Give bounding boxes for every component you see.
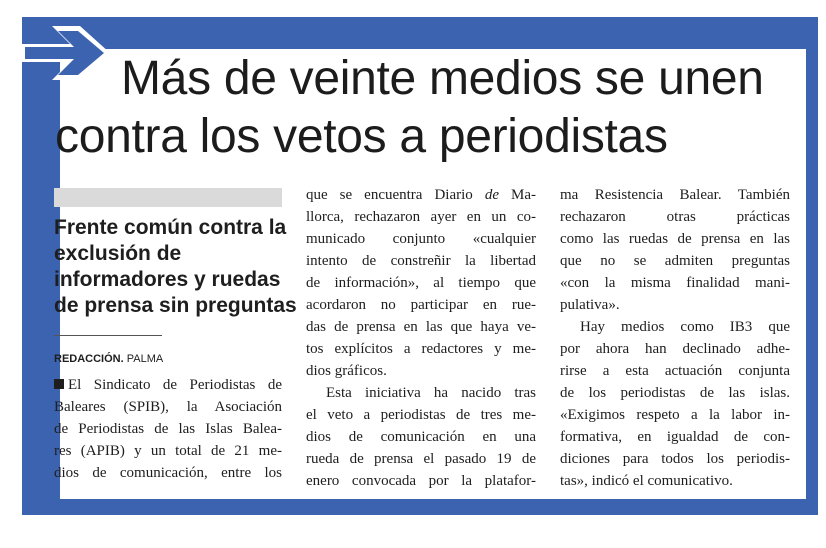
- byline-author: REDACCIÓN.: [54, 353, 124, 365]
- headline: [55, 50, 795, 166]
- byline-location: PALMA: [126, 353, 164, 365]
- text-line: dios de comunicación, entre los: [54, 465, 282, 481]
- text-line: rechazaron otras prácticas: [560, 209, 790, 225]
- byline: [54, 353, 163, 365]
- subheadline-line: exclusión de: [54, 242, 182, 265]
- square-bullet-icon: [54, 379, 64, 389]
- text-line-content: El Sindicato de Periodistas de: [68, 377, 282, 393]
- subheadline-line: Frente común contra la: [54, 216, 287, 239]
- text-line: Baleares (SPIB), la Asociación: [54, 399, 282, 415]
- text-line: como las ruedas de prensa en las: [560, 231, 790, 247]
- text-line: acordaron no participar en rue-: [306, 297, 536, 313]
- text-line: por ahora han declinado adhe-: [560, 341, 790, 357]
- text-line: tos explícitos a redactores y me-: [306, 341, 536, 357]
- text-line: [54, 374, 282, 396]
- text-line: formativa, en igualdad de con-: [560, 429, 790, 445]
- text-line: enero convocada por la platafor-: [306, 473, 536, 489]
- newspaper-name-italic: de: [484, 187, 499, 203]
- text-line: «con la misma finalidad mani-: [560, 275, 790, 291]
- article-column-3: [560, 184, 790, 492]
- subheadline: [54, 215, 297, 319]
- text-line: ma Resistencia Balear. También: [560, 187, 790, 203]
- subhead-divider: [54, 335, 162, 336]
- text-fragment: que se encuentra Diario: [306, 187, 485, 203]
- text-line: municado conjunto «cualquier: [306, 231, 536, 247]
- headline-line-1: Más de veinte medios se unen: [121, 52, 764, 105]
- text-fragment: Ma-: [498, 187, 536, 203]
- text-line: llorca, rechazaron ayer en un co-: [306, 209, 536, 225]
- text-line: pulativa».: [560, 297, 620, 313]
- text-line: intento de constreñir la libertad: [306, 253, 536, 269]
- subhead-grey-bar: [54, 188, 282, 207]
- text-line: rueda de prensa el pasado 19 de: [306, 451, 536, 467]
- text-line: de los periodistas de las islas.: [560, 385, 790, 401]
- text-line: Esta iniciativa ha nacido tras: [326, 385, 536, 401]
- text-line: rirse a esta actuación conjunta: [560, 363, 790, 379]
- subheadline-line: informadores y ruedas: [54, 268, 281, 291]
- text-line: el veto a periodistas de tres me-: [306, 407, 536, 423]
- text-line: das de prensa en las que haya ve-: [306, 319, 536, 335]
- text-line: de información», al tiempo que: [306, 275, 536, 291]
- text-line: diciones para todos los periodis-: [560, 451, 790, 467]
- article-column-2: [306, 184, 536, 492]
- article-column-1: [54, 374, 282, 484]
- text-line: de Periodistas de las Islas Balea-: [54, 421, 282, 437]
- text-line: dios gráficos.: [306, 363, 387, 379]
- text-line: dios de comunicación en una: [306, 429, 536, 445]
- text-line: tas», indicó el comunicativo.: [560, 473, 733, 489]
- text-line: «Exigimos respeto a la labor in-: [560, 407, 790, 423]
- text-line: que no se admiten preguntas: [560, 253, 790, 269]
- text-line: res (APIB) y un total de 21 me-: [54, 443, 282, 459]
- text-line: Hay medios como IB3 que: [580, 319, 790, 335]
- subheadline-line: de prensa sin preguntas: [54, 294, 297, 317]
- headline-line-2: contra los vetos a periodistas: [55, 110, 668, 163]
- text-line: [306, 184, 536, 206]
